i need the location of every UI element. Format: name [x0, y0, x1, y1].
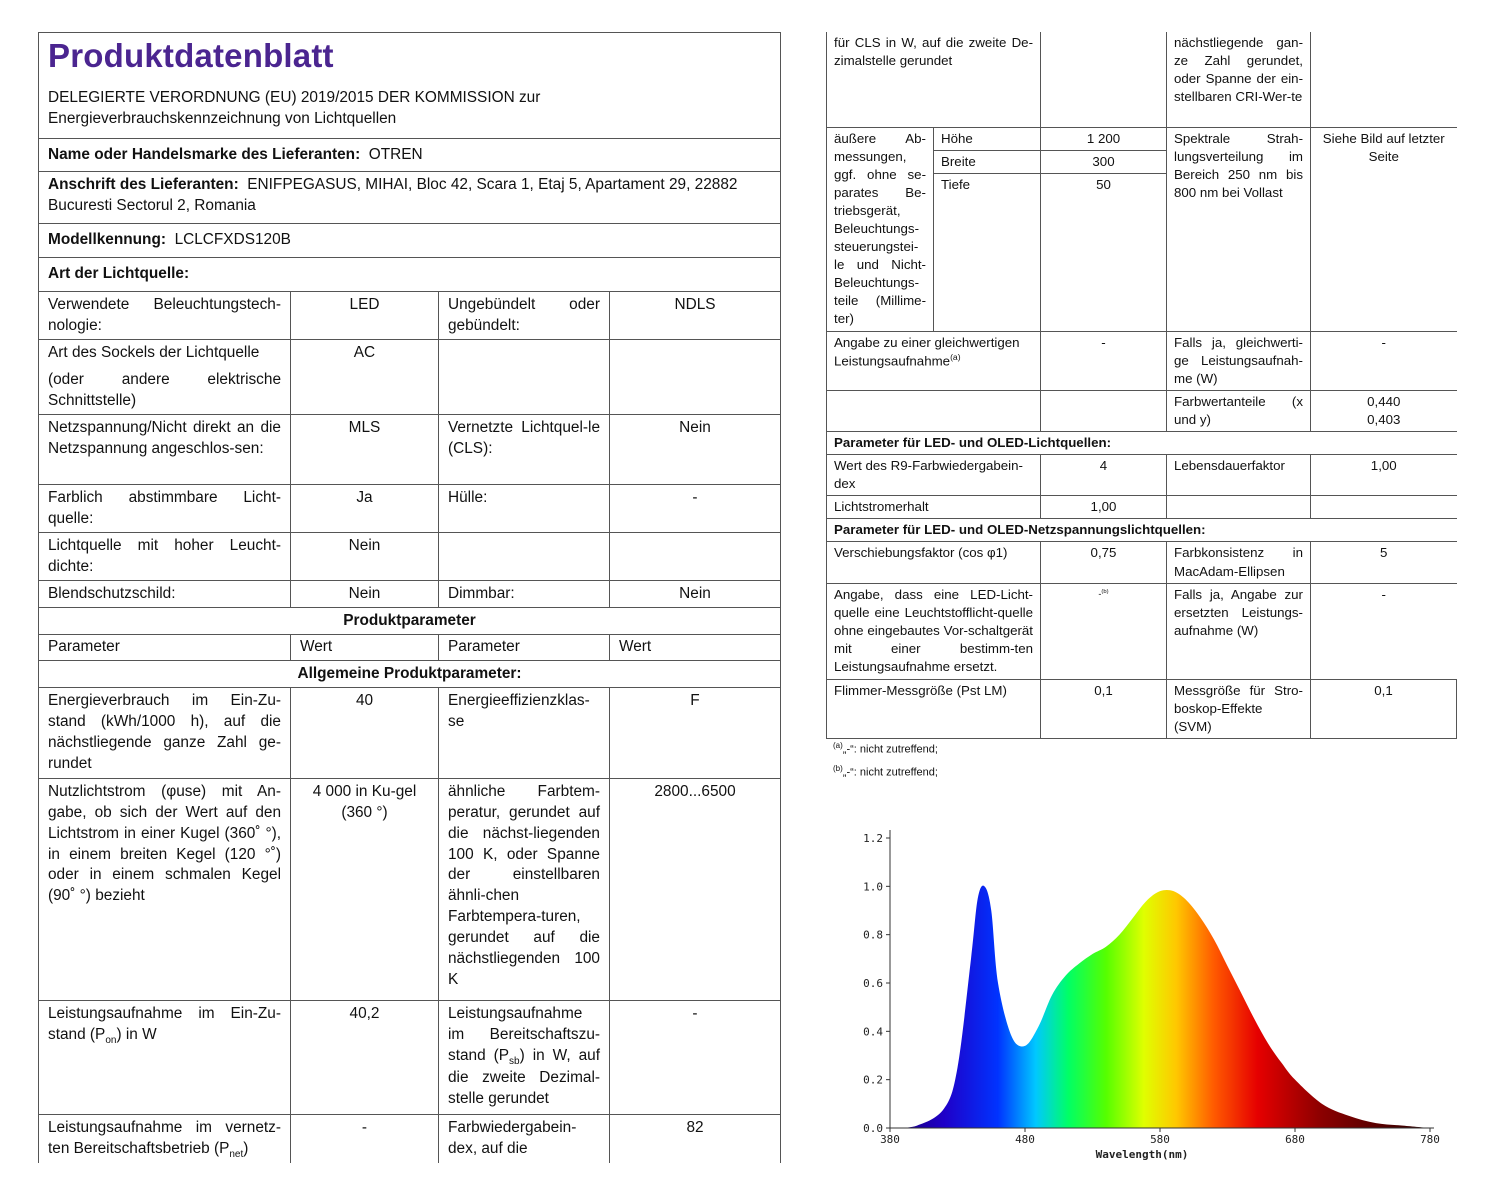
table-row: [827, 496, 1457, 519]
table-row: [39, 687, 781, 778]
y-tick-label: 1.0: [863, 880, 883, 894]
param-cell: Netzspannung/Nicht direkt an die Netzspannung angeschlos-sen:: [39, 415, 291, 485]
value-cell: [1041, 583, 1167, 679]
table-row: [39, 415, 781, 485]
param-text: Art des Sockels der Lichtquelle: [48, 344, 260, 362]
dim-value: 50: [1041, 173, 1167, 331]
value-cell: 0,1: [1311, 679, 1457, 738]
x-tick-label: 680: [1285, 1133, 1305, 1146]
product-parameters-heading: Produktparameter: [39, 607, 781, 634]
dimensions-label: äußere Ab-messungen, ggf. ohne se-parates Be-triebsgerät, Beleuchtungs-steuerungstei-le und Nicht-Beleuchtungs-teile (Millime-ter): [827, 127, 934, 331]
value-cell: [1311, 390, 1457, 431]
value-cell: LED: [291, 292, 439, 340]
param-cell: Nutzlichtstrom (φuse) mit An-gabe, ob sich der Wert auf den Lichtstrom in einer Kugel (360˚ °), in einem breiten Kegel (120 °˚) oder in einem schmalen Kegel (90˚ °) bezieht: [39, 778, 291, 1000]
param-cell: Messgröße für Stro-boskop-Effekte (SVM): [1167, 679, 1311, 738]
x-tick-label: 780: [1420, 1133, 1440, 1146]
empty-cell: [439, 340, 610, 415]
footnote-mark: (b): [833, 764, 843, 774]
param-cell: Flimmer-Messgröße (Pst LM): [827, 679, 1041, 738]
mains-parameters-heading: Parameter für LED- und OLED-Netzspannungslichtquellen:: [827, 519, 1457, 542]
address-value: ENIFPEGASUS, MIHAI, Bloc 42, Scara 1, Etaj 5, Apartament 29, 22882 Bucuresti Sectorul 2, Romania: [48, 176, 738, 215]
footnotes: [833, 738, 938, 784]
empty-cell: [1041, 32, 1167, 127]
empty-cell: [1167, 496, 1311, 519]
empty-cell: [827, 390, 1041, 431]
supplier-row: [39, 138, 781, 172]
y-tick-label: 0.6: [863, 977, 883, 990]
empty-cell: [1041, 390, 1167, 431]
empty-cell: [610, 340, 781, 415]
footnote: [833, 761, 938, 784]
subscript: net: [229, 1148, 244, 1160]
param-cell: Wert des R9-Farbwiedergabein-dex: [827, 455, 1041, 496]
param-cell: Dimmbar:: [439, 580, 610, 607]
x-tick-label: 580: [1150, 1133, 1170, 1146]
table-row: [827, 127, 1457, 150]
table-row: [39, 778, 781, 1000]
value-cell: Ja: [291, 485, 439, 533]
table-row: [39, 1114, 781, 1163]
model-label: Modellkennung:: [48, 231, 166, 249]
supplier-value: OTREN: [368, 145, 423, 163]
table-row: [827, 390, 1457, 431]
param-cell: Lichtstromerhalt: [827, 496, 1041, 519]
footnote-ref: (b): [1101, 588, 1109, 595]
value-cell: 5: [1311, 542, 1457, 583]
spectrum-chart: [848, 820, 1448, 1170]
value-cell: Nein: [610, 580, 781, 607]
param-text: Leistungsaufnahme im Bereitschaftszu-stand (P: [448, 1004, 600, 1064]
param-cell: Lichtquelle mit hoher Leucht-dichte:: [39, 533, 291, 581]
footnote-text: „-“: nicht zutreffend;: [842, 766, 938, 779]
x-tick-label: 480: [1015, 1133, 1035, 1146]
empty-cell: [1311, 32, 1457, 127]
param-cell: nächstliegende gan-ze Zahl gerundet, oder Spanne der ein-stellbaren CRI-Wer-te: [1167, 32, 1311, 127]
table-row: [827, 583, 1457, 679]
value-cell: -: [1311, 583, 1457, 679]
param-cell: Ungebündelt oder gebündelt:: [439, 292, 610, 340]
chroma-x: 0,440: [1367, 393, 1401, 409]
table-row: [39, 533, 781, 581]
dim-label: Breite: [934, 150, 1041, 173]
led-parameters-heading: Parameter für LED- und OLED-Lichtquellen:: [827, 432, 1457, 455]
value-cell: 4: [1041, 455, 1167, 496]
value-cell: 1,00: [1311, 455, 1457, 496]
table-row: [39, 580, 781, 607]
param-cell: Farbwertanteile (x und y): [1167, 390, 1311, 431]
value-cell: Nein: [291, 580, 439, 607]
general-parameters-heading: Allgemeine Produktparameter:: [39, 660, 781, 687]
param-text: (oder andere elektrische Schnittstelle): [48, 371, 281, 409]
regulation-text: DELEGIERTE VERORDNUNG (EU) 2019/2015 DER KOMMISSION zur Energieverbrauchskennzeichnung von Lichtquellen: [48, 88, 541, 127]
param-text: Angabe zu einer gleichwertigen Leistungsaufnahme: [834, 334, 1020, 369]
left-datasheet-table: [38, 32, 781, 1163]
param-text: ) in W, auf die zweite Dezimal-stelle gerundet: [448, 1046, 600, 1108]
address-label: Anschrift des Lieferanten:: [48, 176, 239, 194]
value-cell: -: [291, 1114, 439, 1163]
param-cell: Blendschutzschild:: [39, 580, 291, 607]
value-cell: F: [610, 687, 781, 778]
table-row: [827, 331, 1457, 390]
empty-cell: [610, 533, 781, 581]
page-title: Produktdatenblatt: [48, 37, 334, 74]
subscript: sb: [509, 1055, 520, 1067]
param-cell: für CLS in W, auf die zweite De-zimalstelle gerundet: [827, 32, 1041, 127]
value-cell: 40,2: [291, 1000, 439, 1114]
value-cell: Siehe Bild auf letzter Seite: [1311, 127, 1457, 331]
value-cell: Nein: [291, 533, 439, 581]
footnote: [833, 738, 938, 761]
x-tick-label: 380: [880, 1133, 900, 1146]
param-cell: [39, 1000, 291, 1114]
param-cell: Angabe, dass eine LED-Licht-quelle eine Leuchtstofflicht-quelle ohne eingebautes Vor-schaltgerät mit einer bestimm-ten Leistungsaufnahme ersetzt.: [827, 583, 1041, 679]
table-row: [39, 292, 781, 340]
column-header-row: [39, 634, 781, 660]
dim-value: 1 200: [1041, 127, 1167, 150]
param-cell: [39, 1114, 291, 1163]
param-cell: Verschiebungsfaktor (cos φ1): [827, 542, 1041, 583]
table-row: [827, 455, 1457, 496]
y-tick-label: 0.2: [863, 1073, 883, 1087]
table-row: [827, 542, 1457, 583]
param-cell: Verwendete Beleuchtungstech-nologie:: [39, 292, 291, 340]
supplier-label: Name oder Handelsmarke des Lieferanten:: [48, 145, 361, 163]
value-cell: 2800...6500: [610, 778, 781, 1000]
model-value: LCLCFXDS120B: [174, 231, 291, 249]
empty-cell: [439, 533, 610, 581]
value-cell: -: [610, 1000, 781, 1114]
value-cell: 0,75: [1041, 542, 1167, 583]
col-header-wert: Wert: [291, 634, 439, 660]
y-tick-label: 1.2: [863, 832, 883, 845]
value-cell: AC: [291, 340, 439, 415]
param-cell: Farbwiedergabein-dex, auf die: [439, 1114, 610, 1163]
value-cell: 4 000 in Ku-gel (360 °): [291, 778, 439, 1000]
footnote-ref: (a): [950, 351, 961, 362]
value-cell: NDLS: [610, 292, 781, 340]
param-text: ): [243, 1139, 249, 1157]
value-cell: 1,00: [1041, 496, 1167, 519]
table-row: [827, 32, 1457, 127]
plot-area: [863, 830, 1440, 1161]
value-cell: -: [610, 485, 781, 533]
param-cell: Falls ja, Angabe zur ersetzten Leistungs-aufnahme (W): [1167, 583, 1311, 679]
value-cell: 82: [610, 1114, 781, 1163]
right-datasheet-table: [826, 32, 1457, 739]
param-cell: Farbkonsistenz in MacAdam-Ellipsen: [1167, 542, 1311, 583]
chroma-y: 0,403: [1367, 411, 1401, 427]
dim-label: Tiefe: [934, 173, 1041, 331]
y-tick-label: 0.4: [863, 1025, 883, 1039]
value-cell: -: [1311, 331, 1457, 390]
col-header-wert: Wert: [610, 634, 781, 660]
param-cell: Lebensdauerfaktor: [1167, 455, 1311, 496]
value-text: -: [1098, 588, 1102, 599]
value-cell: 40: [291, 687, 439, 778]
footnote-text: „-“: nicht zutreffend;: [842, 743, 938, 756]
value-cell: -: [1041, 331, 1167, 390]
address-row: [39, 172, 781, 224]
param-cell: Vernetzte Lichtquel-le (CLS):: [439, 415, 610, 485]
light-type-heading: Art der Lichtquelle:: [39, 258, 781, 292]
param-cell: Hülle:: [439, 485, 610, 533]
param-cell: ähnliche Farbtem-peratur, gerundet auf die nächst-liegenden 100 K, oder Spanne der einstellbaren ähnli-chen Farbtempera-turen, gerundet auf die nächstliegenden 100 K: [439, 778, 610, 1000]
param-cell: Energieverbrauch im Ein-Zu-stand (kWh/1000 h), auf die nächstliegende ganze Zahl ge-rundet: [39, 687, 291, 778]
param-cell: [439, 1000, 610, 1114]
value-cell: Nein: [610, 415, 781, 485]
footnote-mark: (a): [833, 741, 843, 750]
col-header-param: Parameter: [439, 634, 610, 660]
param-text: ) in W: [116, 1025, 157, 1043]
y-tick-label: 0.8: [863, 928, 883, 942]
param-cell: [39, 340, 291, 415]
table-row: [39, 1000, 781, 1114]
dim-label: Höhe: [934, 127, 1041, 150]
param-text: Leistungsaufnahme im Ein-Zu-stand (P: [48, 1004, 281, 1043]
table-row: [39, 485, 781, 533]
table-row: [827, 679, 1457, 738]
value-cell: 0,1: [1041, 679, 1167, 738]
param-text: Leistungsaufnahme im vernetz-ten Bereitschaftsbetrieb (P: [48, 1118, 281, 1157]
param-cell: [827, 331, 1041, 390]
param-cell: Farblich abstimmbare Licht-quelle:: [39, 485, 291, 533]
table-row: [39, 340, 781, 415]
y-tick-label: 0.0: [863, 1122, 883, 1135]
param-cell: Spektrale Strah-lungsverteilung im Bereich 250 nm bis 800 nm bei Vollast: [1167, 127, 1311, 331]
subscript: on: [105, 1034, 117, 1046]
spectrum-area: [890, 886, 1430, 1128]
value-cell: MLS: [291, 415, 439, 485]
model-row: [39, 224, 781, 258]
empty-cell: [1311, 496, 1457, 519]
param-cell: Energieeffizienzklas-se: [439, 687, 610, 778]
dim-value: 300: [1041, 150, 1167, 173]
param-cell: Falls ja, gleichwerti-ge Leistungsaufnah-me (W): [1167, 331, 1311, 390]
col-header-param: Parameter: [39, 634, 291, 660]
x-axis-label: Wavelength(nm): [1095, 1148, 1189, 1161]
